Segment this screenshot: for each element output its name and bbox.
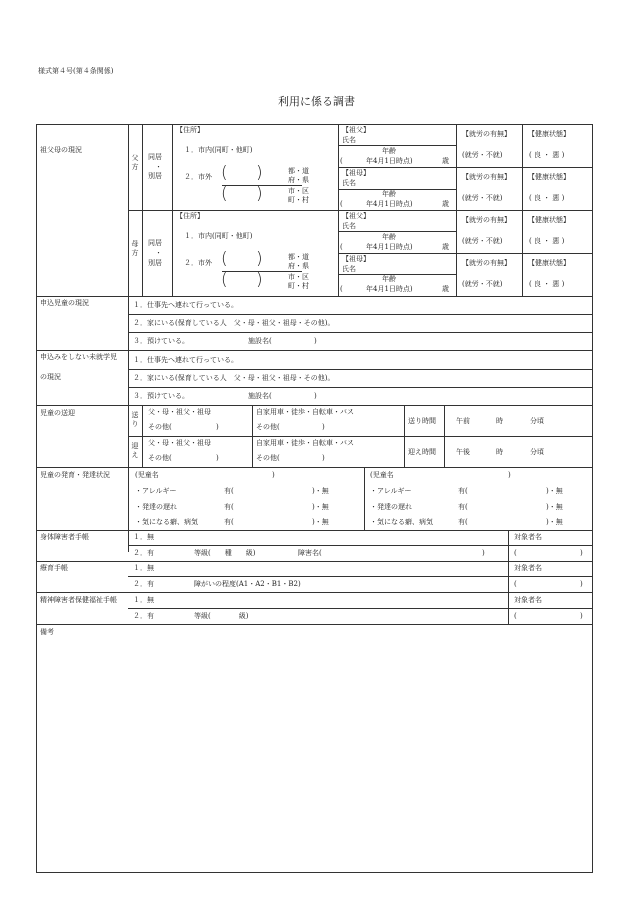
city-paren-close: ) bbox=[256, 270, 263, 290]
sibling-status-label-line1: 申込みをしない未就学児 bbox=[40, 353, 117, 361]
prefecture-paren-open: ( bbox=[221, 249, 228, 269]
paternal-side-label: 父方 bbox=[131, 154, 139, 171]
mental-target-label: 対象者名 bbox=[514, 596, 542, 604]
mental-target-open: ( bbox=[514, 612, 517, 620]
applicant-facility-name-label: 施設名( bbox=[248, 337, 272, 345]
sibling-option-work[interactable]: １．仕事先へ連れて行っている。 bbox=[133, 356, 238, 364]
health-options[interactable]: ( 良 ・ 悪 ) bbox=[529, 194, 565, 202]
rehab-target-open: ( bbox=[514, 580, 517, 588]
dropoff-means[interactable]: 自家用車・徒歩・自転車・バス bbox=[256, 408, 354, 416]
health-label: 【健康状態】 bbox=[528, 173, 570, 181]
concern-no[interactable]: )・無 bbox=[312, 518, 329, 526]
grandparents-section-label: 祖父母の現況 bbox=[40, 146, 82, 154]
delay-yes[interactable]: 有( bbox=[224, 503, 234, 511]
remarks-label: 備考 bbox=[40, 628, 54, 636]
child-name-open: (児童名 bbox=[370, 471, 394, 479]
employment-label: 【就労の有無】 bbox=[462, 173, 511, 181]
mental-handbook-label: 精神障害者保健福祉手帳 bbox=[40, 596, 117, 604]
rehab-grade: 障がいの程度(A1・A2・B1・B2) bbox=[194, 580, 301, 588]
health-options[interactable]: ( 良 ・ 悪 ) bbox=[529, 280, 565, 288]
applicant-option-facility[interactable]: ３．預けている。 bbox=[133, 337, 189, 345]
dropoff-other[interactable]: その他( bbox=[148, 423, 172, 431]
delay-no[interactable]: )・無 bbox=[546, 503, 563, 511]
health-label: 【健康状態】 bbox=[528, 216, 570, 224]
mental-yes-option[interactable]: ２．有 bbox=[133, 612, 154, 620]
sibling-option-facility[interactable]: ３．預けている。 bbox=[133, 392, 189, 400]
address-option-outside-city[interactable]: ２．市外 bbox=[184, 259, 212, 267]
age-paren-open: ( bbox=[340, 157, 343, 165]
address-label: 【住所】 bbox=[176, 126, 204, 134]
pickup-other-close: ) bbox=[216, 454, 219, 462]
employment-label: 【就労の有無】 bbox=[462, 216, 511, 224]
address-option-in-city[interactable]: １．市内(同町・他町) bbox=[184, 146, 253, 154]
transport-label: 児童の送迎 bbox=[40, 409, 75, 417]
dropoff-hour-label: 時 bbox=[496, 417, 503, 425]
pickup-hour-label: 時 bbox=[496, 448, 503, 456]
pickup-means-other[interactable]: その他( bbox=[256, 454, 280, 462]
health-label: 【健康状態】 bbox=[528, 130, 570, 138]
prefecture-type-line2: 府・県 bbox=[288, 176, 309, 184]
physical-disability-name-close: ) bbox=[482, 549, 485, 557]
address-label: 【住所】 bbox=[176, 212, 204, 220]
cohab-option-live-apart[interactable]: 別居 bbox=[148, 259, 162, 267]
dropoff-other-close: ) bbox=[216, 423, 219, 431]
health-options[interactable]: ( 良 ・ 悪 ) bbox=[529, 151, 565, 159]
pickup-pm-label: 午後 bbox=[456, 448, 470, 456]
employment-options[interactable]: (就労・不就) bbox=[462, 194, 503, 202]
allergy-no[interactable]: )・無 bbox=[312, 487, 329, 495]
name-label: 氏名 bbox=[342, 265, 356, 273]
delay-label: ・発達の遅れ bbox=[370, 503, 412, 511]
name-label: 氏名 bbox=[342, 179, 356, 187]
city-paren-close: ) bbox=[256, 184, 263, 204]
prefecture-paren-close: ) bbox=[256, 249, 263, 269]
age-paren-open: ( bbox=[340, 200, 343, 208]
health-label: 【健康状態】 bbox=[528, 259, 570, 267]
rehab-none-option[interactable]: １．無 bbox=[133, 564, 154, 572]
applicant-status-label: 申込児童の現況 bbox=[40, 299, 89, 307]
dropoff-means-other[interactable]: その他( bbox=[256, 423, 280, 431]
prefecture-type-line2: 府・県 bbox=[288, 262, 309, 270]
grandfather-label: 【祖父】 bbox=[342, 126, 370, 134]
concern-label: ・気になる癖、病気 bbox=[135, 518, 198, 526]
maternal-side-label: 母方 bbox=[131, 240, 139, 257]
employment-label: 【就労の有無】 bbox=[462, 259, 511, 267]
sibling-option-home[interactable]: ２．家にいる(保育している人 父・母・祖父・祖母・その他)。 bbox=[133, 374, 335, 382]
pickup-minute-label: 分頃 bbox=[530, 448, 544, 456]
address-option-in-city[interactable]: １．市内(同町・他町) bbox=[184, 232, 253, 240]
pickup-other[interactable]: その他( bbox=[148, 454, 172, 462]
physical-grade: 等級( 種 級) bbox=[194, 549, 256, 557]
cohab-option-live-apart[interactable]: 別居 bbox=[148, 172, 162, 180]
sibling-facility-name-close: ) bbox=[314, 392, 317, 400]
delay-yes[interactable]: 有( bbox=[458, 503, 468, 511]
employment-options[interactable]: (就労・不就) bbox=[462, 280, 503, 288]
concern-no[interactable]: )・無 bbox=[546, 518, 563, 526]
age-label: 年齢 bbox=[382, 190, 396, 198]
name-label: 氏名 bbox=[342, 222, 356, 230]
age-reference-date: 年4月1日時点) bbox=[366, 157, 413, 165]
physical-yes-option[interactable]: ２．有 bbox=[133, 549, 154, 557]
cohab-option-live-together[interactable]: 同居 bbox=[148, 239, 162, 247]
dropoff-time-label: 送り時間 bbox=[408, 417, 436, 425]
physical-target-label: 対象者名 bbox=[514, 533, 542, 541]
grandmother-label: 【祖母】 bbox=[342, 255, 370, 263]
dropoff-means-other-close: ) bbox=[322, 423, 325, 431]
employment-options[interactable]: (就労・不就) bbox=[462, 237, 503, 245]
child-name-close: ) bbox=[508, 471, 511, 479]
physical-none-option[interactable]: １．無 bbox=[133, 533, 154, 541]
rehab-target-close: ) bbox=[580, 580, 583, 588]
dropoff-label: 送り bbox=[131, 411, 139, 428]
grandmother-label: 【祖母】 bbox=[342, 169, 370, 177]
age-label: 年齢 bbox=[382, 147, 396, 155]
health-options[interactable]: ( 良 ・ 悪 ) bbox=[529, 237, 565, 245]
delay-label: ・発達の遅れ bbox=[135, 503, 177, 511]
dropoff-am-label: 午前 bbox=[456, 417, 470, 425]
prefecture-type-line1: 都・道 bbox=[288, 167, 309, 175]
age-reference-date: 年4月1日時点) bbox=[366, 285, 413, 293]
grandfather-label: 【祖父】 bbox=[342, 212, 370, 220]
development-label: 児童の発育・発達状況 bbox=[40, 471, 110, 479]
form-number: 様式第４号(第４条関係) bbox=[38, 67, 114, 75]
age-paren-open: ( bbox=[340, 285, 343, 293]
dropoff-persons[interactable]: 父・母・祖父・祖母 bbox=[148, 408, 211, 416]
applicant-option-work[interactable]: １．仕事先へ連れて行っている。 bbox=[133, 301, 238, 309]
city-paren-open: ( bbox=[221, 270, 228, 290]
age-reference-date: 年4月1日時点) bbox=[366, 243, 413, 251]
dropoff-minute-label: 分頃 bbox=[530, 417, 544, 425]
city-type-line2: 町・村 bbox=[288, 282, 309, 290]
concern-yes[interactable]: 有( bbox=[224, 518, 234, 526]
physical-handbook-label: 身体障害者手帳 bbox=[40, 533, 89, 541]
rehab-target-label: 対象者名 bbox=[514, 564, 542, 572]
physical-target-open: ( bbox=[514, 549, 517, 557]
cohab-separator: ・ bbox=[155, 163, 162, 171]
physical-disability-name-label: 障害名( bbox=[298, 549, 322, 557]
allergy-yes[interactable]: 有( bbox=[458, 487, 468, 495]
age-unit: 歳 bbox=[442, 243, 449, 251]
allergy-label: ・アレルギー bbox=[135, 487, 177, 495]
allergy-label: ・アレルギー bbox=[370, 487, 412, 495]
prefecture-type-line1: 都・道 bbox=[288, 253, 309, 261]
page-title: 利用に係る調書 bbox=[278, 95, 355, 108]
sibling-status-label-line2: の現況 bbox=[40, 373, 61, 381]
rehab-yes-option[interactable]: ２．有 bbox=[133, 580, 154, 588]
applicant-option-home[interactable]: ２．家にいる(保育している人 父・母・祖父・祖母・その他)。 bbox=[133, 319, 335, 327]
prefecture-paren-open: ( bbox=[221, 163, 228, 183]
age-unit: 歳 bbox=[442, 200, 449, 208]
cohab-separator: ・ bbox=[155, 249, 162, 257]
rehab-handbook-label: 療育手帳 bbox=[40, 564, 68, 572]
prefecture-paren-close: ) bbox=[256, 163, 263, 183]
employment-label: 【就労の有無】 bbox=[462, 130, 511, 138]
remarks-field[interactable] bbox=[129, 625, 592, 872]
city-type-line1: 市・区 bbox=[288, 187, 309, 195]
age-unit: 歳 bbox=[442, 285, 449, 293]
age-reference-date: 年4月1日時点) bbox=[366, 200, 413, 208]
pickup-label: 迎え bbox=[131, 442, 139, 459]
age-unit: 歳 bbox=[442, 157, 449, 165]
pickup-persons[interactable]: 父・母・祖父・祖母 bbox=[148, 439, 211, 447]
concern-label: ・気になる癖、病気 bbox=[370, 518, 433, 526]
child-name-close: ) bbox=[272, 471, 275, 479]
sibling-facility-name-label: 施設名( bbox=[248, 392, 272, 400]
age-label: 年齢 bbox=[382, 275, 396, 283]
name-label: 氏名 bbox=[342, 136, 356, 144]
pickup-means[interactable]: 自家用車・徒歩・自転車・バス bbox=[256, 439, 354, 447]
pickup-means-other-close: ) bbox=[322, 454, 325, 462]
age-label: 年齢 bbox=[382, 233, 396, 241]
allergy-yes[interactable]: 有( bbox=[224, 487, 234, 495]
city-type-line2: 町・村 bbox=[288, 196, 309, 204]
mental-target-close: ) bbox=[580, 612, 583, 620]
address-option-outside-city[interactable]: ２．市外 bbox=[184, 173, 212, 181]
physical-target-close: ) bbox=[580, 549, 583, 557]
mental-none-option[interactable]: １．無 bbox=[133, 596, 154, 604]
mental-grade: 等級( 級) bbox=[194, 612, 249, 620]
child-name-open: (児童名 bbox=[135, 471, 159, 479]
applicant-facility-name-close: ) bbox=[314, 337, 317, 345]
cohab-option-live-together[interactable]: 同居 bbox=[148, 153, 162, 161]
delay-no[interactable]: )・無 bbox=[312, 503, 329, 511]
allergy-no[interactable]: )・無 bbox=[546, 487, 563, 495]
age-paren-open: ( bbox=[340, 243, 343, 251]
city-paren-open: ( bbox=[221, 184, 228, 204]
employment-options[interactable]: (就労・不就) bbox=[462, 151, 503, 159]
concern-yes[interactable]: 有( bbox=[458, 518, 468, 526]
pickup-time-label: 迎え時間 bbox=[408, 448, 436, 456]
city-type-line1: 市・区 bbox=[288, 273, 309, 281]
